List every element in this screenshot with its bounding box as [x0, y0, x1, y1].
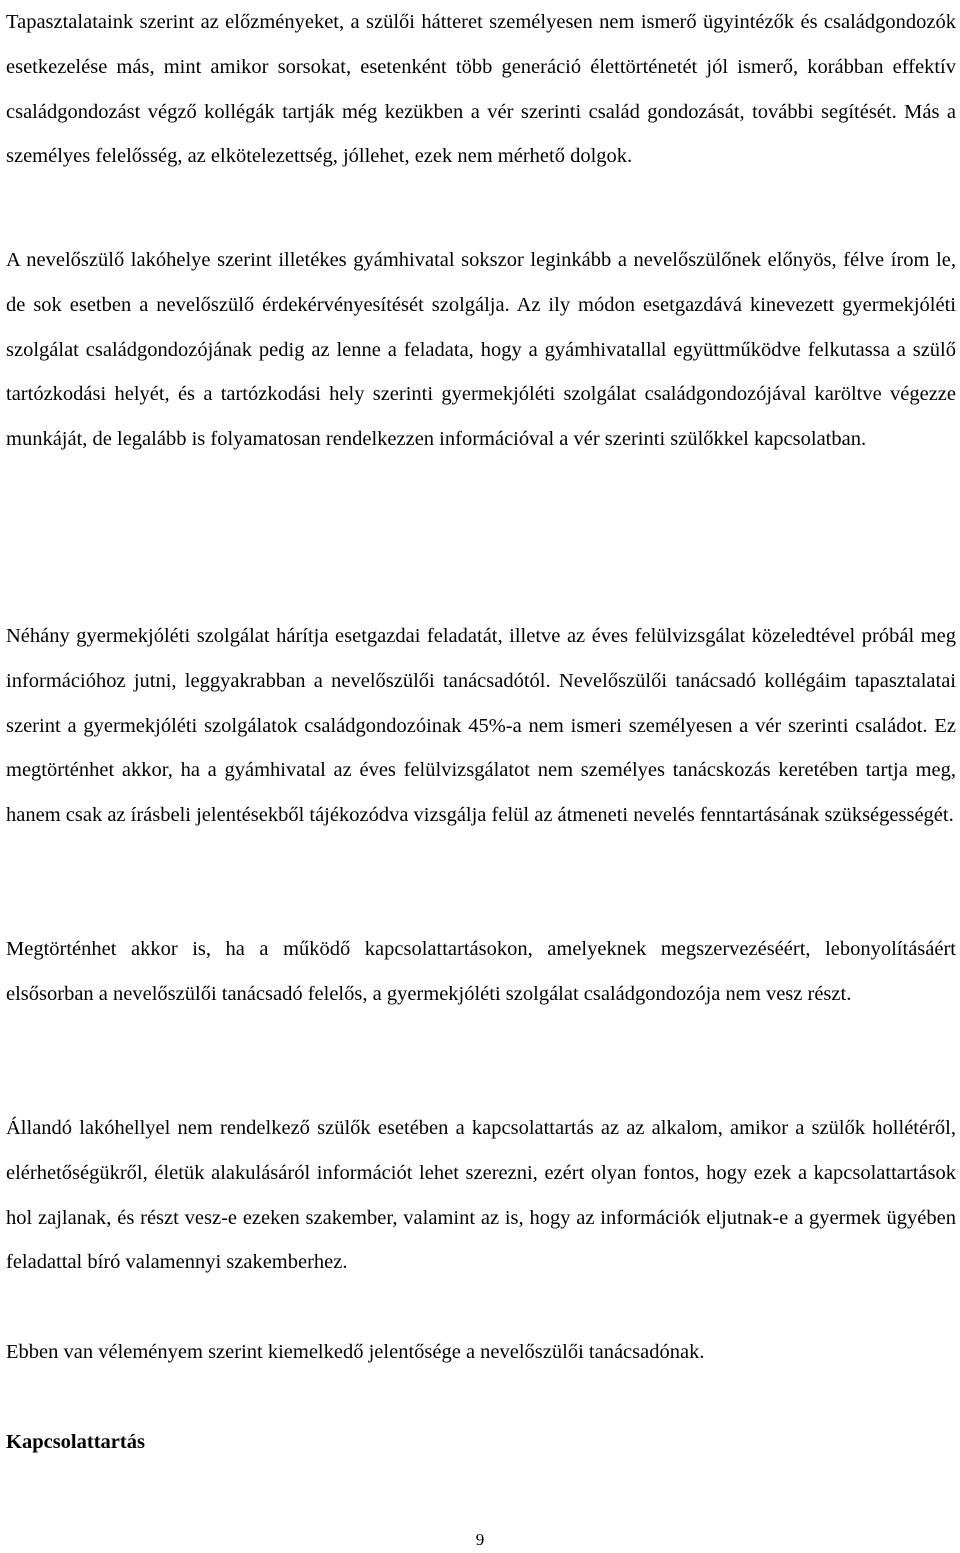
- paragraph-3: Néhány gyermekjóléti szolgálat hárítja esetgazdai feladatát, illetve az éves felülvizsgálat közeledtével próbál meg információhoz jutni, leggyakrabban a nevelőszülői tanácsadótól. Nevelőszülői tanácsadó kollégáim tapasztalatai szerint a gyermekjóléti szolgálatok családgondozóinak 45%-a nem ismeri személyesen a vér szerinti családot. Ez megtörténhet akkor, ha a gyámhivatal az éves felülvizsgálatot nem személyes tanácskozás keretében tartja meg, hanem csak az írásbeli jelentésekből tájékozódva vizsgálja felül az átmeneti nevelés fenntartásának szükségességét.: [6, 625, 956, 827]
- page-number: 9: [475, 1530, 485, 1549]
- paragraph-6: Ebben van véleményem szerint kiemelkedő jelentősége a nevelőszülői tanácsadónak.: [6, 1341, 705, 1363]
- paragraph-4: Megtörténhet akkor is, ha a működő kapcsolattartásokon, amelyeknek megszervezéséért, lebonyolításáért elsősorban a nevelőszülői tanácsadó felelős, a gyermekjóléti szolgálat családgondozója nem vesz részt.: [6, 938, 956, 1005]
- paragraph-5: Állandó lakóhellyel nem rendelkező szülők esetében a kapcsolattartás az az alkalom, amikor a szülők hollétéről, elérhetőségükről, életük alakulásáról információt lehet szerezni, ezért olyan fontos, hogy ezek a kapcsolattartások hol zajlanak, és részt vesz-e ezeken szakember, valamint az is, hogy az információk eljutnak-e a gyermek ügyében feladattal bíró valamennyi szakemberhez.: [6, 1117, 956, 1274]
- paragraph-2: A nevelőszülő lakóhelye szerint illetékes gyámhivatal sokszor leginkább a nevelőszülőnek előnyös, félve írom le, de sok esetben a nevelőszülő érdekérvényesítését szolgálja. Az ily módon esetgazdává kinevezett gyermekjóléti szolgálat családgondozójának pedig az lenne a feladata, hogy a gyámhivatallal együttműködve felkutassa a szülő tartózkodási helyét, és a tartózkodási hely szerinti gyermekjóléti szolgálat családgondozójával karöltve végezze munkáját, de legalább is folyamatosan rendelkezzen információval a vér szerinti szülőkkel kapcsolatban.: [6, 249, 956, 451]
- paragraph-1: Tapasztalataink szerint az előzményeket, a szülői hátteret személyesen nem ismerő ügyintézők és családgondozók esetkezelése más, mint amikor sorsokat, esetenként több generáció élettörténetét jól ismerő, korábban effektív családgondozást végző kollégák tartják még kezükben a vér szerinti család gondozását, további segítését. Más a személyes felelősség, az elkötelezettség, jóllehet, ezek nem mérhető dolgok.: [6, 11, 956, 168]
- section-heading: Kapcsolattartás: [6, 1431, 145, 1453]
